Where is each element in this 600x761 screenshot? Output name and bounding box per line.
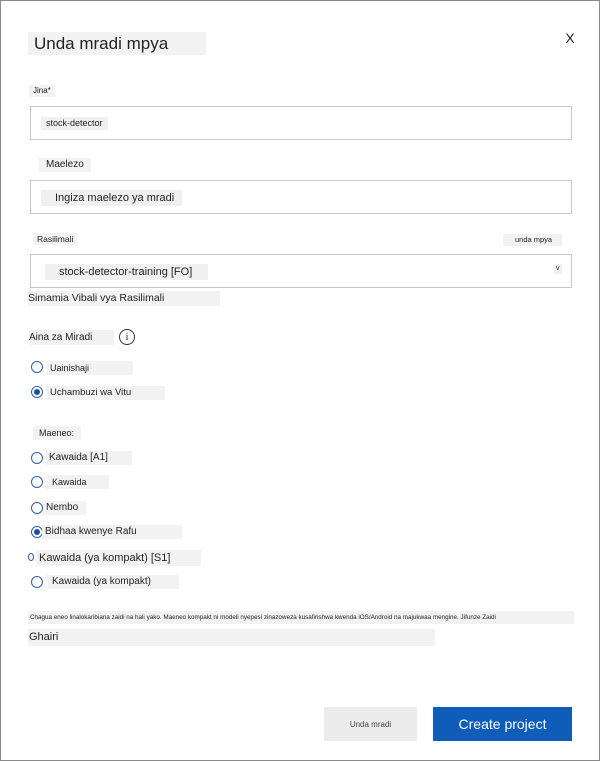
name-input-value: stock-detector [41,117,108,130]
domains-hint-text: Chagua eneo linalokaribiana zaidi na hali yako. Maeneo kompakt ni modeli nyepesi zinazoweza kusafirishwa kwenda iOS/Android na majukwaa mengine. Jifunze Zaidi [28,611,574,624]
description-input[interactable] [30,180,572,214]
radio-icon[interactable] [28,553,34,561]
create-project-button[interactable]: Create project [433,707,572,741]
resource-label: Rasilimali [33,233,77,245]
project-type-label: Uchambuzi wa Vitu [47,386,165,400]
description-input-placeholder: Ingiza maelezo ya mradi [41,190,182,206]
radio-icon[interactable] [31,502,43,514]
project-types-label: Aina za Miradi [29,330,114,345]
domain-label: Kawaida (ya kompakt) [47,575,179,589]
manage-resource-permissions-link[interactable]: Simamia Vibali vya Rasilimali [28,291,220,306]
cancel-link[interactable]: Ghairi [28,629,435,646]
name-input[interactable] [30,106,572,140]
resource-select[interactable] [30,254,572,288]
radio-icon[interactable] [31,476,43,488]
create-project-secondary-button[interactable]: Unda mradi [324,707,417,741]
close-button[interactable]: X [565,30,575,46]
name-label: Jina* [29,85,55,97]
create-new-resource-link[interactable]: unda mpya [503,234,562,246]
domain-label: Bidhaa kwenye Rafu [42,525,182,539]
info-icon[interactable]: i [119,329,135,345]
domain-label: Kawaida (ya kompakt) [S1] [36,550,201,566]
radio-selected-icon[interactable] [31,386,43,398]
resource-select-value: stock-detector-training [FO] [45,264,208,280]
domain-label: Kawaida [A1] [46,451,132,465]
radio-icon[interactable] [31,576,43,588]
domains-label: Maeneo: [33,426,81,440]
domain-label: Kawaida [47,475,109,489]
project-type-label: Uainishaji [47,361,133,375]
radio-icon[interactable] [31,361,43,373]
domain-label: Nembo [43,501,86,515]
dialog-title: Unda mradi mpya [28,32,206,55]
chevron-down-icon: v [556,265,560,272]
description-label: Maelezo [39,158,91,172]
radio-icon[interactable] [31,452,43,464]
